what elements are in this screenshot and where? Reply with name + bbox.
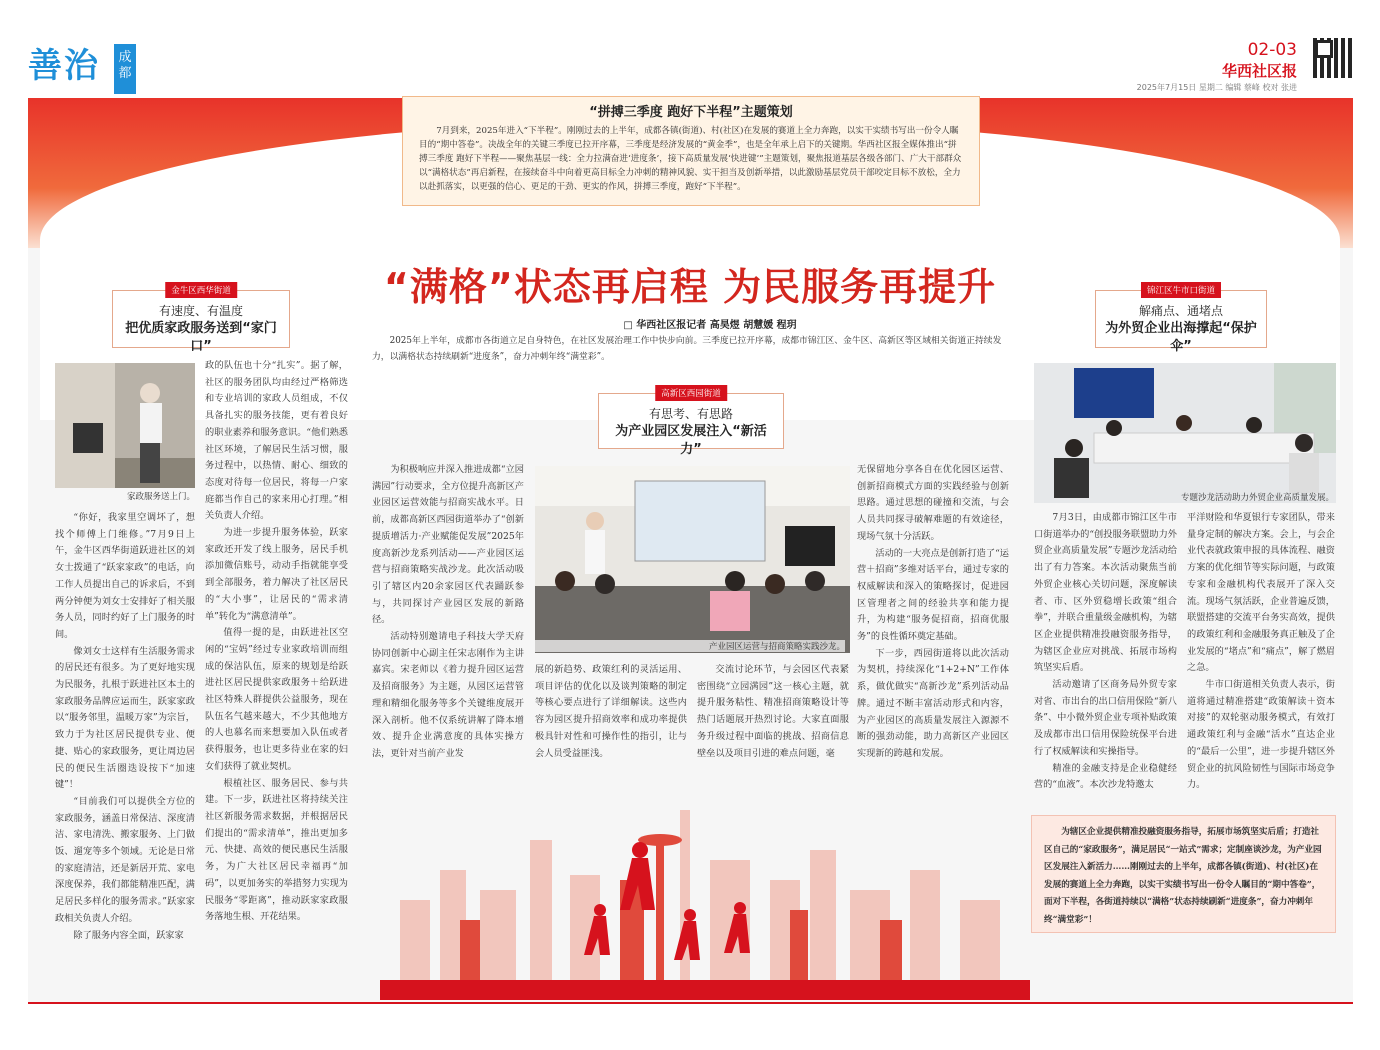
dateline: 2025年7月15日 星期二 编辑 蔡峰 校对 张进: [1136, 83, 1297, 92]
left-caption: 家政服务送上门。: [126, 492, 195, 502]
section-logo: 善治: [28, 46, 100, 86]
left-subhead: [112, 286, 290, 354]
paragraph: “目前我们可以提供全方位的家政服务，涵盖日常保洁、深度清洁、家电清洗、搬家服务、上门做饭、遛宠等多个领域。无论是日常的家庭清洁，还是新居开荒、家电深度保养，我们都能精准匹配，满足居民多样化的服务需求。”跃家家政相关负责人介绍。: [55, 795, 195, 924]
paragraph: 活动邀请了区商务局外贸专家对省、市出台的出口信用保险“新八条”、中小微外贸企业专项补贴政策及成都市出口信用保险统保平台进行了权威解读和实操指导。: [1034, 679, 1177, 757]
mid-photo: [535, 466, 850, 653]
mid-column-3: [697, 662, 849, 762]
section-badge: 成都: [114, 44, 136, 94]
theme-intro-box: [402, 96, 980, 206]
paragraph: 无保留地分享各自在优化园区运营、创新招商模式方面的实践经验与创新思路。通过思想的碰撞和交流，与会人员共同探寻破解难题的有效途径，现场气氛十分活跃。: [857, 464, 1009, 542]
page-number: 02-03: [1247, 40, 1297, 60]
left-column-2: [205, 358, 348, 926]
mid-sub2: 为产业园区发展注入“新活力”: [615, 424, 767, 457]
paragraph: 牛市口街道相关负责人表示，街道将通过精准搭建“政策解读＋资本对接”的双轮驱动服务模式，有效打通政策红利与金融“活水”直达企业的“最后一公里”，进一步提升辖区外贸企业的抗风险韧性与国际市场竞争力。: [1187, 679, 1335, 791]
mid-tag: 高新区西园街道: [655, 385, 727, 401]
brand-name: 华西社区报: [1221, 62, 1297, 80]
right-sub2: 为外贸企业出海撑起“保护伞”: [1105, 321, 1257, 354]
byline: □ 华西社区报记者 高昊煜 胡慧媛 程玥: [623, 320, 797, 331]
right-photo: [1034, 363, 1336, 503]
paragraph: 为进一步提升服务体验，跃家家政还开发了线上服务，居民手机添加微信账号，动动手指就能享受到全部服务，着力解决了社区居民的“大小事”，让居民的“需求清单”转化为“满意清单”。: [205, 527, 348, 622]
paragraph: 活动的一大亮点是创新打造了“运营＋招商”多维对话平台，通过专家的权威解读和深入的策略探讨，促进园区管理者之间的经验共享和能力提升，为构建“服务促招商，招商优服务”的良性循环奠定基础。: [857, 547, 1009, 643]
paragraph: 像刘女士这样有生活服务需求的居民还有很多。为了更好地实现为民服务，扎根于跃进社区本土的家政服务品牌应运而生，跃家家政以“服务邻里，温暖万家”为宗旨，致力于为社区居民提供专业、便捷、贴心的家政服务，更让周边居民的便民生活圈迭设按下“加速键”！: [55, 645, 195, 791]
mid-caption: 产业园区运营与招商策略实践沙龙。: [535, 640, 845, 652]
paragraph: 值得一提的是，由跃进社区空闲的“宝妈”经过专业家政培训而组成的保洁队伍，原来的规划是给跃进社区居民提供家政服务＋给跃进社区特殊人群提供公益服务，现在队伍名气越来越大，不少其他地方的人也慕名而来想要加入队伍或者获得服务，也让更多待业在家的妇女们获得了就业契机。: [205, 627, 348, 772]
paragraph: 除了服务内容全面，跃家家: [73, 929, 184, 941]
right-column-1: [1034, 510, 1177, 794]
paragraph: 活动特别邀请电子科技大学天府协同创新中心副主任宋志刚作为主讲嘉宾。宋老师以《着力提升园区运营及招商服务》为主题，从园区运营管理和精细化服务等多个关键维度展开深入剖析。他不仅系统讲解了降本增效、提升企业满意度的具体实操方法，更针对当前产业发: [372, 631, 524, 759]
paragraph: 下一步，西园街道将以此次活动为契机，持续深化“1+2+N”工作体系，做优做实“高新沙龙”系列活动品牌。通过不断丰富活动形式和内容，为产业园区的高质量发展注入源源不断的强劲动能，助力高新区产业园区实现新的跨越和发展。: [857, 647, 1009, 759]
mid-column-2: [535, 662, 687, 762]
mid-column-1: [372, 462, 524, 763]
main-headline: “满格”状态再启程 为民服务再提升: [383, 265, 997, 309]
bottom-rule: [28, 1002, 1353, 1004]
page-header: [28, 38, 1353, 100]
paragraph: 精准的金融支持是企业稳健经营的“血液”。本次沙龙特邀太: [1034, 762, 1177, 791]
left-column-1: [55, 510, 195, 944]
mid-sub1: 有思考、有思路: [648, 407, 733, 421]
right-subhead: [1095, 286, 1267, 354]
paragraph: 政的队伍也十分“扎实”。据了解，社区的服务团队均由经过严格筛选和专业培训的家政人员组成，不仅具备扎实的服务技能，更有着良好的职业素养和服务意识。“他们熟悉社区环境，了解居民生活习惯，服务过程中，以热情、耐心、细致的态度对待每一位居民，将每一户家庭都当作自己的家来用心打理。”相关负责人介绍。: [205, 360, 348, 522]
paragraph: 为积极响应并深入推进成都“立园满园”行动要求，全方位提升高新区产业园区运营效能与招商实战水平。日前，成都高新区西园街道举办了“创新提质增活力·产业赋能促发展”2025年度高新沙龙系列活动——产业园区运营与招商策略实战沙龙。此次活动吸引了辖区内20余家园区代表踊跃参与，共同探讨产业园区发展的新路径。: [372, 464, 524, 626]
left-photo: [55, 363, 195, 488]
paragraph: “你好，我家里空调坏了，想找个师傅上门维修。”7月9日上午，金牛区西华街道跃进社区的刘女士拨通了“跃家家政”的电话，向工作人员提出自己的诉求后，不到两分钟便为刘女士安排好了相关服务人员，同时约好了上门服务的时间。: [55, 512, 195, 640]
left-sub1: 有速度、有温度: [158, 304, 243, 318]
left-sub2: 把优质家政服务送到“家门口”: [125, 321, 277, 354]
city-skyline-illustration: [380, 780, 1030, 1000]
paragraph: 根植社区、服务居民、参与共建。下一步，跃进社区将持续关注社区新服务需求数据，并根据居民们提出的“需求清单”，推出更加多元、快捷、高效的便民惠民生活服务，为广大社区居民幸福再“加码”，以更加务实的举措努力实现为民服务“零距离”，推动跃家家政服务落地生根、开花结果。: [205, 777, 348, 923]
left-tag: 金牛区西华街道: [165, 282, 237, 298]
right-column-2: [1187, 510, 1335, 794]
paragraph: 展的新趋势、政策红利的灵活运用、项目评估的优化以及谈判策略的制定等核心要点进行了详细解读。这些内容为园区提升招商效率和成功率提供极具针对性和可操作性的指引，让与会人员受益匪浅。: [535, 664, 687, 759]
qr-code-icon: [1313, 38, 1353, 78]
mid-subhead: [598, 389, 784, 457]
paragraph: 7月3日，由成都市锦江区牛市口街道举办的“创投服务联盟助力外贸企业高质量发展”专题沙龙活动给出了有力答案。本次活动聚焦当前外贸企业核心关切问题，深度解读者、市、区外贸稳增长政策“组合拳”，并联合重量级金融机构，为辖区企业提供精准投融资服务指导，为辖区企业应对挑战、拓展市场构筑坚实后盾。: [1034, 512, 1177, 674]
paragraph: 交流讨论环节，与会园区代表紧密围绕“立园满园”这一核心主题，就提升服务粘性、精准招商策略设计等热门话题展开热烈讨论。大家直面服务升级过程中面临的挑战、招商信息壁垒以及项目引进的难点问题，毫: [697, 664, 849, 759]
mid-column-4: [857, 462, 1009, 763]
right-sub1: 解痛点、通堵点: [1138, 304, 1223, 318]
right-tag: 锦江区牛市口街道: [1141, 282, 1221, 298]
summary-box: 为辖区企业提供精准投融资服务指导，拓展市场筑坚实后盾；打造社区自己的“家政服务”，满足居民“一站式”需求；定制座谈沙龙，为产业园区发展注入新活力……刚刚过去的上半年，成都各镇(街道)、村(社区)在发展的赛道上全力奔跑，以实干实绩书写出一份令人瞩目的“期中答卷”，面对下半程，各街道持续以“满格”状态持续刷新“进度条”，奋力冲刺年终“满堂彩”！: [1031, 815, 1336, 933]
lead-paragraph: 2025年上半年，成都市各街道立足自身特色，在社区发展治理工作中快步向前。三季度已拉开序幕，成都市锦江区、金牛区、高新区等区域相关街道正持续发力，以满格状态持续刷新“进度条”，奋力冲刺年终“满堂彩”。: [372, 336, 1002, 362]
paragraph: 平洋财险和华夏银行专家团队，带来量身定制的解决方案。会上，与会企业代表就政策申报的具体流程、融资方案的优化细节等实际问题，与政策专家和金融机构代表展开了深入交流。现场气氛活跃，企业普遍反馈，联盟搭建的交流平台务实高效，提供的政策红利和金融服务真正触及了企业发展的“堵点”和“痛点”，解了燃眉之急。: [1187, 512, 1335, 674]
theme-body: 7月到来，2025年进入“下半程”。刚刚过去的上半年，成都各镇(街道)、村(社区)在发展的赛道上全力奔跑，以实干实绩书写出一份令人瞩目的“期中答卷”。决战全年的关键三季度已拉开序幕，三季度是经济发展的“黄金季”，也是全年承上启下的关键期。华西社区报全媒体推出“拼搏三季度 跑好下半程——聚焦基层一线：全力拉满奋进‘进度条’，接下高质量发展‘快进键’”主题策划，聚焦报道基层各级各部门、广大干部群众以“满格状态”再启新程，在接续奋斗中向着更高目标全力冲刺的精神风貌、实干担当及创新举措，以此激励基层党员干部咬定目标不放松，全力以赴抓落实，以更强的信心、更足的干劲、更实的作风，拼搏三季度，跑好“下半程”。: [419, 126, 962, 192]
theme-title: “拼搏三季度 跑好下半程”主题策划: [589, 105, 793, 120]
right-caption: 专题沙龙活动助力外贸企业高质量发展。: [1180, 493, 1334, 503]
